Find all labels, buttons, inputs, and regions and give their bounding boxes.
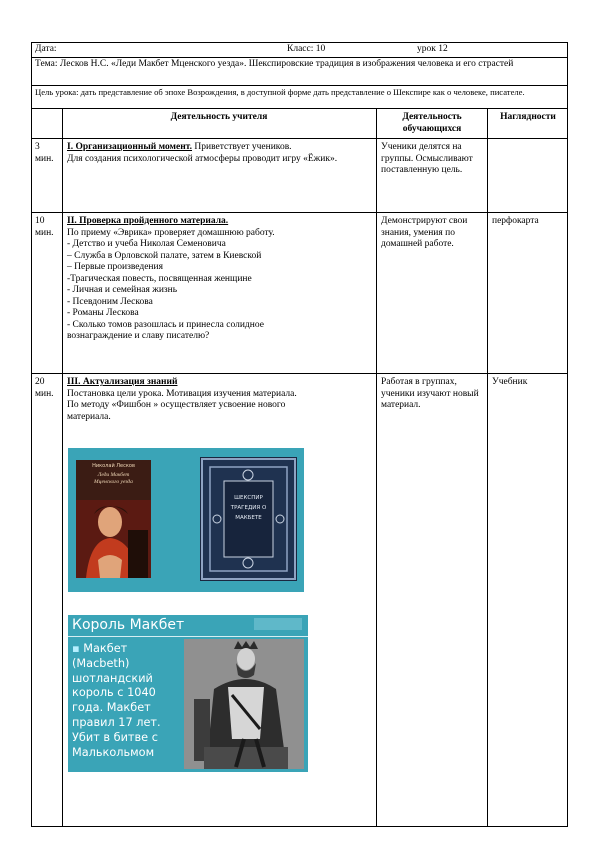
slide-line: (Macbeth) [72,656,130,670]
stage-line: - Детство и учеба Николая Семеновича [67,239,226,249]
date-label: Дата: [35,44,57,54]
slide-icons [254,618,302,630]
col-divider-3 [487,109,488,826]
header-students: Деятельность обучающихся [402,112,462,134]
lesson-label: урок 12 [417,44,448,54]
shakespeare-book-cover [200,457,297,581]
lesson-topic: Тема: Лесков Н.С. «Леди Макбет Мценского уезда». Шекспировские традиция в изображения человека и его страстей [35,59,514,69]
stage-line: Для создания психологической атмосферы проводит игру «Ёжик». [67,153,338,164]
stage-teacher-text [67,377,372,423]
stage-title: II. Проверка пройденного материала. [67,216,229,226]
macbeth-portrait [184,639,304,769]
stage-time-unit: мин. [35,388,54,399]
stage-line: – Первые произведения [67,262,163,272]
stage-line: Постановка цели урока. Мотивация изучения материала. [67,388,297,399]
stage-time [35,377,61,400]
stage-time-unit: мин. [35,227,54,238]
slide-line: года. Макбет [72,701,151,715]
stage-line: - Псевдоним Лескова [67,296,153,307]
macbeth-slide [68,615,308,772]
stage-time-value: 10 [35,216,45,226]
stage-title: III. Актуализация знаний [67,377,178,387]
header-visual: Наглядности [500,112,556,122]
leskov-book-cover [76,460,151,578]
stage-students-text: Ученики делятся на группы. Осмысливают поставленную цель. [381,142,473,175]
slide-title-underline [68,636,308,637]
stage-line: – Служба в Орловской палате, затем в Киевской [67,250,262,261]
header-teacher: Деятельность учителя [170,112,268,122]
stage-visual-text: Учебник [492,377,528,387]
stage-time-unit: мин. [35,153,54,164]
slide-line: правил 17 лет. [72,715,161,729]
slide-line: Убит в битве с [72,730,158,744]
stage-time-value: 3 [35,142,40,152]
stage-line: - Романы Лескова [67,308,139,318]
stage-time [35,142,61,165]
book-author: Николай Лесков [92,463,135,469]
stage-line: - Сколько томов разошлась и принесла солидное [67,319,264,330]
slide-line: шотландский [72,671,153,685]
slide-text [72,642,182,760]
col-divider-1 [62,109,63,826]
col-divider-2 [376,109,377,826]
stage-line: - Личная и семейная жизнь [67,285,178,295]
stage-teacher-text [67,142,372,165]
class-label: Класс: 10 [287,44,326,54]
row-separator [32,212,567,213]
book-title: ШЕКСПИР ТРАГЕДИЯ О МАКБЕТЕ [230,495,267,521]
bullet-icon: ▪ [72,642,84,655]
stage-line: материала. [67,411,111,422]
portrait-illustration [76,500,151,578]
goal-row [31,85,568,108]
stage-title: I. Организационный момент. [67,142,193,152]
stage-line: По приему «Эврика» проверяет домашнюю работу. [67,227,275,238]
stage-title-rest: Приветствует учеников. [192,142,292,152]
stage-visual-text: перфокарта [492,216,539,226]
stage-time [35,216,61,239]
topic-row [31,57,568,85]
row-separator [32,138,567,139]
book-title: Леди Макбет Мценского уезда [94,472,133,485]
stage-line: вознаграждение и славу писателю? [67,331,210,341]
stage-students-text: Работая в группах, ученики изучают новый материал. [381,377,479,410]
slide-line: Макбет [83,642,128,655]
row-separator [32,373,567,374]
stage-students-text: Демонстрируют свои знания, умения по домашней работе. [381,216,468,249]
slide-title: Король Макбет [72,617,185,633]
slide-line: король с 1040 [72,686,156,700]
stage-line: По методу «Фишбон » осуществляет усвоение нового [67,400,286,410]
stage-time-value: 20 [35,377,45,387]
lesson-goal: Цель урока: дать представление об эпохе Возрождения, в доступной форме дать представление о Шекспире как о человеке, писателе. [35,87,525,97]
stage-teacher-text [67,216,372,343]
stage-line: -Трагическая повесть, посвященная женщине [67,273,252,284]
header-row [31,42,568,57]
slide-line: Малькольмом [72,745,155,759]
